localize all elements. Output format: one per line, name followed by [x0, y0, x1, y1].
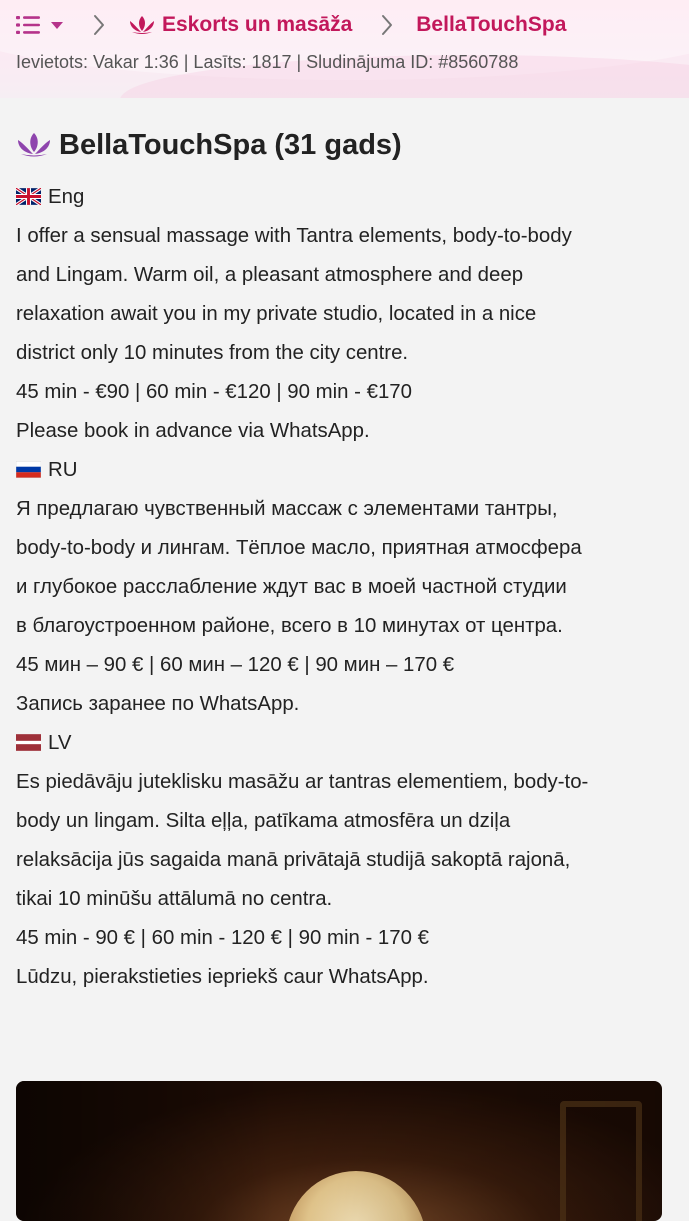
chevron-right-icon — [92, 14, 106, 36]
description-line: relaksācija jūs sagaida manā privātajā studijā sakoptā rajonā, — [16, 849, 571, 871]
description-line: district only 10 minutes from the city centre. — [16, 342, 409, 364]
price-line: 45 мин – 90 € | 60 мин – 120 € | 90 мин – 170 € — [16, 654, 455, 676]
menu-button[interactable] — [16, 15, 64, 35]
photo-shading — [16, 1081, 662, 1221]
language-heading-eng: Eng — [16, 178, 666, 217]
language-heading-lv: LV — [16, 724, 666, 763]
description-line: Es piedāvāju juteklisku masāžu ar tantras elementiem, body-to- — [16, 771, 589, 793]
description-line: и глубокое расслабление ждут вас в моей частной студии — [16, 576, 567, 598]
booking-line: Please book in advance via WhatsApp. — [16, 420, 370, 442]
description-line: tikai 10 minūšu attālumā no centra. — [16, 888, 333, 910]
breadcrumb-listing-link[interactable]: BellaTouchSpa — [416, 13, 567, 36]
listing-content — [16, 122, 666, 997]
description-line: I offer a sensual massage with Tantra elements, body-to-body — [16, 225, 572, 247]
description-line: relaxation await you in my private studio, located in a nice — [16, 303, 537, 325]
uk-flag-icon — [16, 188, 41, 205]
russia-flag-icon — [16, 461, 41, 478]
description-line: Я предлагаю чувственный массаж с элементами тантры, — [16, 498, 558, 520]
price-line: 45 min - 90 € | 60 min - 120 € | 90 min - 170 € — [16, 927, 429, 949]
chevron-right-icon — [380, 14, 394, 36]
lotus-icon — [128, 15, 156, 35]
booking-line: Lūdzu, pierakstieties iepriekš caur WhatsApp. — [16, 966, 429, 988]
listing-title-text: BellaTouchSpa (31 gads) — [59, 128, 402, 161]
description-line: body-to-body и лингам. Тёплое масло, приятная атмосфера — [16, 537, 582, 559]
booking-line: Запись заранее по WhatsApp. — [16, 693, 300, 715]
caret-down-icon — [50, 20, 64, 30]
listing-title — [16, 122, 666, 168]
top-bar — [0, 0, 689, 98]
breadcrumb — [16, 8, 566, 42]
description-line: в благоустроенном районе, всего в 10 минутах от центра. — [16, 615, 563, 637]
price-line: 45 min - €90 | 60 min - €120 | 90 min - €170 — [16, 381, 412, 403]
listing-meta: Ievietots: Vakar 1:36 | Lasīts: 1817 | Sludinājuma ID: #8560788 — [16, 52, 519, 72]
language-heading-ru: RU — [16, 451, 666, 490]
listing-description — [16, 178, 666, 997]
listing-photo[interactable] — [16, 1081, 662, 1221]
description-line: body un lingam. Silta eļļa, patīkama atmosfēra un dziļa — [16, 810, 511, 832]
breadcrumb-category-link[interactable]: Eskorts un masāža — [162, 13, 353, 36]
description-line: and Lingam. Warm oil, a pleasant atmosphere and deep — [16, 264, 524, 286]
list-icon — [16, 15, 40, 35]
latvia-flag-icon — [16, 734, 41, 751]
lotus-icon — [16, 132, 52, 158]
